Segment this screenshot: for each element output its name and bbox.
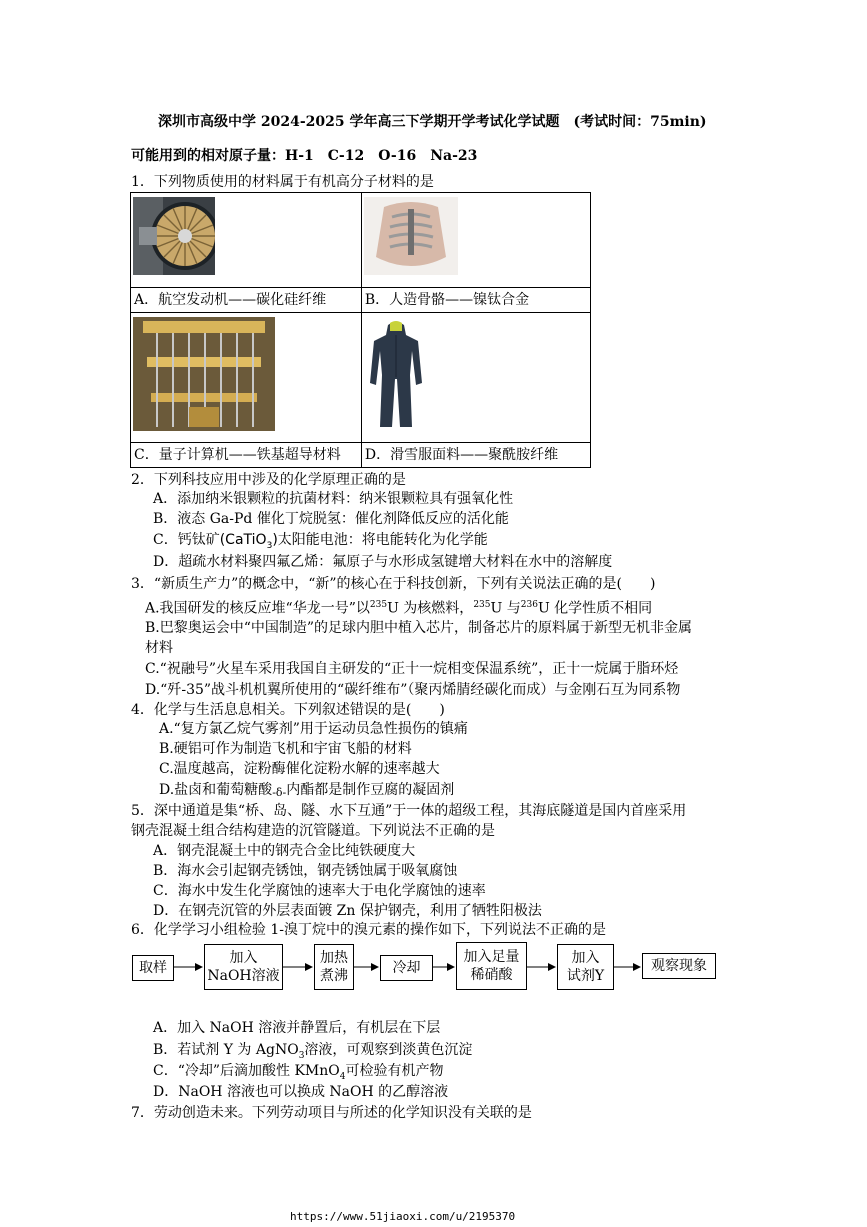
q3-stem: 3．“新质生产力”的概念中，“新”的核心在于科技创新，下列有关说法正确的是( ) [131,576,656,592]
q1-option-c: C．量子计算机——铁基超导材料 [131,443,362,468]
q7-stem: 7．劳动创造未来。下列劳动项目与所述的化学知识没有关联的是 [131,1105,532,1121]
ski-suit-image [366,317,426,431]
flow-step-observe: 观察现象 [642,953,716,979]
q1-stem: 1．下列物质使用的材料属于有机高分子材料的是 [131,174,434,190]
quantum-computer-image [133,317,275,431]
bromine-test-flowchart [132,940,732,990]
q1-option-a: A．航空发动机——碳化硅纤维 [131,288,362,313]
flow-step-add-naoh: 加入 NaOH溶液 [204,944,283,990]
flow-step-heat-boil: 加热 煮沸 [314,944,354,990]
q5-stem-line1: 5．深中通道是集“桥、岛、隧、水下互通”于一体的超级工程，其海底隧道是国内首座采用 [131,803,687,819]
q4-stem: 4．化学与生活息息相关。下列叙述错误的是( ) [131,702,445,718]
q2-option-a: A．添加纳米银颗粒的抗菌材料：纳米银颗粒具有强氧化性 [153,491,514,507]
q4-option-b: B.硬铝可作为制造飞机和宇宙飞船的材料 [159,741,412,757]
q2-stem: 2．下列科技应用中涉及的化学原理正确的是 [131,472,406,488]
q6-option-a: A．加入 NaOH 溶液并静置后，有机层在下层 [153,1020,441,1036]
q3-option-c: C.“祝融号”火星车采用我国自主研发的“正十一烷相变保温系统”，正十一烷属于脂环烃 [145,661,679,677]
flow-step-cool: 冷却 [380,955,433,981]
footer-url[interactable]: https://www.51jiaoxi.com/u/2195370 [290,1210,516,1223]
q5-option-c: C．海水中发生化学腐蚀的速率大于电化学腐蚀的速率 [153,883,486,899]
q3-option-b-line1: B.巴黎奥运会中“中国制造”的足球内胆中植入芯片，制备芯片的原料属于新型无机非金属 [145,620,693,636]
q1-image-a-cell [131,193,362,288]
q5-option-d: D．在钢壳沉管的外层表面镀 Zn 保护钢壳，利用了牺牲阳极法 [153,903,542,919]
q4-option-d: D.盐卤和葡萄糖酸-δ-内酯都是制作豆腐的凝固剂 [159,782,455,799]
q3-option-d: D.“歼-35”战斗机机翼所使用的“碳纤维布”（聚丙烯腈经碳化而成）与金刚石互为同系物 [145,682,681,698]
q1-image-d-cell [361,313,590,443]
q1-options-table [130,192,591,468]
q5-option-b: B．海水会引起钢壳锈蚀，钢壳锈蚀属于吸氧腐蚀 [153,863,458,879]
flow-step-add-nitric-acid: 加入足量 稀硝酸 [456,942,527,990]
q2-option-d: D．超疏水材料聚四氟乙烯：氟原子与水形成氢键增大材料在水中的溶解度 [153,554,613,570]
q1-option-b: B．人造骨骼——镍钛合金 [361,288,590,313]
q1-image-c-cell [131,313,362,443]
jet-engine-image [133,197,215,275]
atomic-masses: 可能用到的相对原子量：H-1 C-12 O-16 Na-23 [131,148,478,164]
exam-title: 深圳市高级中学 2024-2025 学年高三下学期开学考试化学试题 (考试时间：75min) [158,114,707,130]
q3-option-a: A.我国研发的核反应堆“华龙一号”以$^{235}$U 为核燃料，$^{235}$U 与$^{236}$U 化学性质不相同 [145,600,653,617]
q4-option-c: C.温度越高，淀粉酶催化淀粉水解的速率越大 [159,761,440,777]
perovskite-formula: (CaTiO$_3$) [219,532,278,551]
q6-option-d: D．NaOH 溶液也可以换成 NaOH 的乙醇溶液 [153,1084,449,1100]
artificial-ribcage-image [364,197,458,275]
delta-symbol: -δ- [272,786,287,799]
q5-option-a: A．钢壳混凝土中的钢壳合金比纯铁硬度大 [153,843,416,859]
q6-option-c: C．“冷却”后滴加酸性 KMnO$_4$可检验有机产物 [153,1063,444,1082]
q4-option-a: A.“复方氯乙烷气雾剂”用于运动员急性损伤的镇痛 [159,721,468,737]
q2-option-b: B．液态 Ga-Pd 催化丁烷脱氢：催化剂降低反应的活化能 [153,511,509,527]
q2-option-c: C．钙钛矿(CaTiO$_3$)太阳能电池：将电能转化为化学能 [153,532,488,551]
q3-option-b-line2: 材料 [145,640,173,656]
q5-stem-line2: 钢壳混凝土组合结构建造的沉管隧道。下列说法不正确的是 [131,823,495,839]
q1-image-b-cell [361,193,590,288]
flow-step-sample: 取样 [132,955,174,981]
q1-option-d: D．滑雪服面料——聚酰胺纤维 [361,443,590,468]
flow-step-add-reagent-y: 加入 试剂Y [557,944,614,990]
q6-stem: 6．化学学习小组检验 1-溴丁烷中的溴元素的操作如下，下列说法不正确的是 [131,922,606,938]
q6-option-b: B．若试剂 Y 为 AgNO$_3$溶液，可观察到淡黄色沉淀 [153,1042,473,1061]
